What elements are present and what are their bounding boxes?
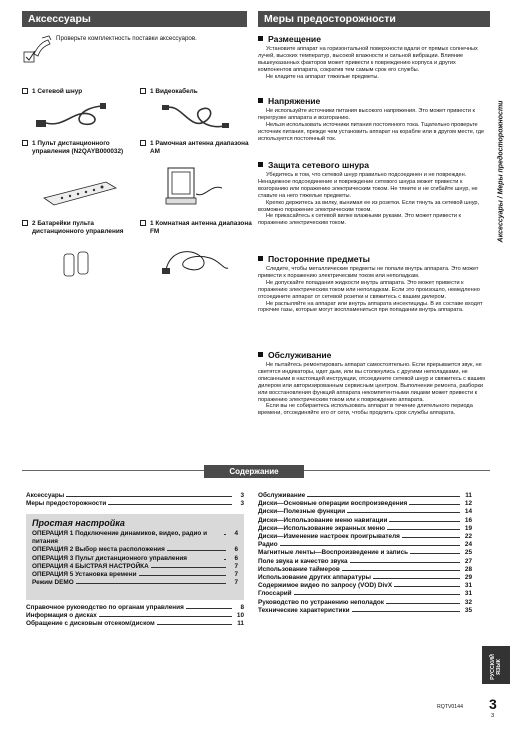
section-voltage — [258, 96, 490, 143]
checkbox-icon — [140, 88, 146, 94]
toc-entry[interactable]: ОПЕРАЦИЯ 3 Пульт дистанционного управления 6 — [32, 554, 238, 562]
toc-title: Содержание — [204, 465, 304, 478]
accessory-item: 1 Рамочная антенна диапазона AM — [140, 140, 258, 156]
section-title: Защита сетевого шнура — [268, 160, 370, 170]
language-tab: РУССКИЙ ЯЗЫК — [482, 646, 510, 684]
paragraph: Убедитесь в том, что сетевой шнур правильно подсоединен и не поврежден. Ненадежное подсоединение и повреждение сетевого шнура может привести к возгоранию или поражению электрическим током. Не тяните и не сгибайте шнур, не ставьте на него тяжелые предметы. — [258, 172, 478, 199]
toc-entry[interactable]: Технические характеристики 35 — [258, 606, 472, 614]
document-code: RQTV0144 — [437, 704, 463, 710]
accessory-item: 1 Комнатная антенна диапазона FM — [140, 220, 258, 236]
remote-control-icon — [40, 178, 120, 208]
bullet-square-icon — [258, 256, 263, 261]
accessories-intro-text: Проверьте комплектность поставки аксессуаров. — [56, 35, 197, 42]
quick-setup-box — [26, 514, 244, 600]
toc-entry[interactable]: Радио 24 — [258, 541, 472, 549]
bullet-square-icon — [258, 98, 263, 103]
toc-entry[interactable]: Поле звука и качество звука 27 — [258, 557, 472, 565]
section-title: Обслуживание — [268, 350, 332, 360]
page-number-small: 3 — [491, 713, 495, 719]
toc-left-bottom — [26, 604, 244, 629]
page-number: 3 — [489, 696, 497, 712]
power-cord-icon — [34, 100, 109, 132]
section-foreign-objects — [258, 254, 490, 314]
section-title: Напряжение — [268, 96, 321, 106]
toc-entry[interactable]: Использование таймеров 28 — [258, 565, 472, 573]
hand-check-icon — [22, 34, 52, 70]
section-title: Размещение — [268, 34, 321, 44]
toc-entry[interactable]: Информация о дисках 10 — [26, 612, 244, 620]
toc-left-top — [26, 492, 244, 508]
checkbox-icon — [22, 140, 28, 146]
toc-entry[interactable]: Глоссарий 31 — [258, 590, 472, 598]
quick-setup-title: Простая настройка — [32, 518, 125, 528]
toc-entry[interactable]: Справочное руководство по органам управления 8 — [26, 604, 244, 611]
toc-entry[interactable]: Диски—Использование меню навигации 16 — [258, 516, 472, 524]
paragraph: Нельзя использовать источники питания постоянного тока. Тщательно проверьте источник питания, прежде чем установить аппарат на корабле или в другом месте, где используется постоянный ток. — [258, 121, 485, 142]
checkbox-icon — [22, 88, 28, 94]
accessory-item: 1 Видеокабель — [140, 88, 250, 96]
toc-entry[interactable]: Использование других аппаратуры 29 — [258, 574, 472, 582]
section-title: Посторонние предметы — [268, 254, 371, 264]
toc-entry[interactable]: Аксессуары 3 — [26, 492, 244, 499]
toc-entry[interactable]: Обслуживание 11 — [258, 492, 472, 499]
paragraph: Не прикасайтесь к сетевой вилке влажными руками. Это может привести к поражению электрическим током. — [258, 213, 461, 227]
bullet-square-icon — [258, 36, 263, 41]
toc-entry[interactable]: Руководство по устранению неполадок 32 — [258, 598, 472, 606]
paragraph: Если вы не собираетесь использовать аппарат в течение длительного периода времени, отсоединяйте его от сети, чтобы продлить срок службы аппарата. — [258, 403, 473, 417]
side-section-label: Аксессуары / Меры предосторожности — [497, 100, 505, 243]
accessory-item: 1 Сетевой шнур — [22, 88, 132, 96]
bullet-square-icon — [258, 162, 263, 167]
toc-entry[interactable]: Меры предосторожности 3 — [26, 500, 244, 508]
checkbox-icon — [22, 220, 28, 226]
paragraph: Не используйте источники питания высокого напряжения. Это может привести к перегрузке аппарата и возгоранию. — [258, 108, 475, 121]
checkbox-icon — [140, 140, 146, 146]
toc-entry[interactable]: Диски—Полезные функции 14 — [258, 508, 472, 516]
section-service — [258, 350, 490, 417]
toc-entry[interactable]: ОПЕРАЦИЯ 1 Подключение динамиков, видео, радио и питания 4 — [32, 530, 238, 546]
accessories-intro — [22, 34, 248, 74]
toc-entry[interactable]: Режим DEMO 7 — [32, 579, 238, 587]
video-cable-icon — [160, 100, 230, 135]
paragraph: Не распыляйте на аппарат или внутрь аппарата инсектициды. В их составе входят горючие газы, которые могут воспламениться при попадании внутрь аппарата. — [258, 300, 483, 314]
paragraph: Не пытайтесь ремонтировать аппарат самостоятельно. Если прерывается звук, не светятся индикаторы, идет дым, или вы столкнулись с другими неполадками, не описанными в настоящей инструкции, отсоедините сетевой шнур и свяжитесь с вашим дилером или авторизированным сервисным центром. Выполнение ремонта, разборки или восстановления функций аппарата некомпетентными лицами может привести к поражению электрическим током или к повреждению аппарата. — [258, 362, 486, 403]
toc-entry[interactable]: Обращение с дисковым отсеком/диском 11 — [26, 620, 244, 628]
toc-entry[interactable]: ОПЕРАЦИЯ 4 БЫСТРАЯ НАСТРОЙКА 7 — [32, 562, 238, 570]
toc-entry[interactable]: Диски—Изменение настроек проигрывателя 22 — [258, 533, 472, 541]
precautions-header: Меры предосторожности — [258, 11, 490, 27]
toc-entry[interactable]: Магнитные ленты—Воспроизведение и запись 25 — [258, 549, 472, 557]
paragraph: Крепко держитесь за вилку, вынимая ее из розетки. Если тянуть за сетевой шнур, возможно поражение электрическим током. — [258, 199, 480, 213]
am-loop-antenna-icon — [160, 164, 230, 210]
toc-entry[interactable]: ОПЕРАЦИЯ 5 Установка времени 7 — [32, 571, 238, 579]
paragraph: Установите аппарат на горизонтальной поверхности вдали от прямых солнечных лучей, высоких температур, высокой влажности и сильной вибрации. Влияние вышеуказанных факторов может привести к повреждению корпуса и других компонентов аппарата, сократив тем самым срок его службы. — [258, 46, 478, 73]
toc-right — [258, 492, 472, 615]
accessory-item: 2 Батарейки пульта дистанционного управления — [22, 220, 142, 236]
batteries-icon — [60, 248, 100, 278]
toc-entry[interactable]: Диски—Использование экранных меню 19 — [258, 524, 472, 532]
quick-setup-list — [32, 530, 238, 587]
fm-antenna-icon — [160, 240, 232, 280]
paragraph: Не допускайте попадания жидкости внутрь аппарата. Это может привести к поражению электрическим током или неполадкам. Если это произошло, немедленно отсоедините аппарат от сетевой розетки и свяжитесь с вашим дилером. — [258, 279, 480, 300]
paragraph: Следите, чтобы металлические предметы не попали внутрь аппарата. Это может привести к поражению электрическим током или неполадкам. — [258, 266, 479, 279]
checkbox-icon — [140, 220, 146, 226]
toc-entry[interactable]: Диски—Основные операции воспроизведения 12 — [258, 500, 472, 508]
toc-entry[interactable]: ОПЕРАЦИЯ 2 Выбор места расположения 6 — [32, 546, 238, 554]
bullet-square-icon — [258, 352, 263, 357]
toc-entry[interactable]: Содержимое видео по запросу (VOD) DivX 31 — [258, 582, 472, 590]
paragraph: Не кладите на аппарат тяжелые предметы. — [266, 73, 379, 80]
accessory-item: 1 Пульт дистанционного управления (N2QAYB000032) — [22, 140, 132, 156]
accessories-header: Аксессуары — [22, 11, 247, 27]
section-placement — [258, 34, 490, 81]
section-cord-protection — [258, 160, 490, 227]
